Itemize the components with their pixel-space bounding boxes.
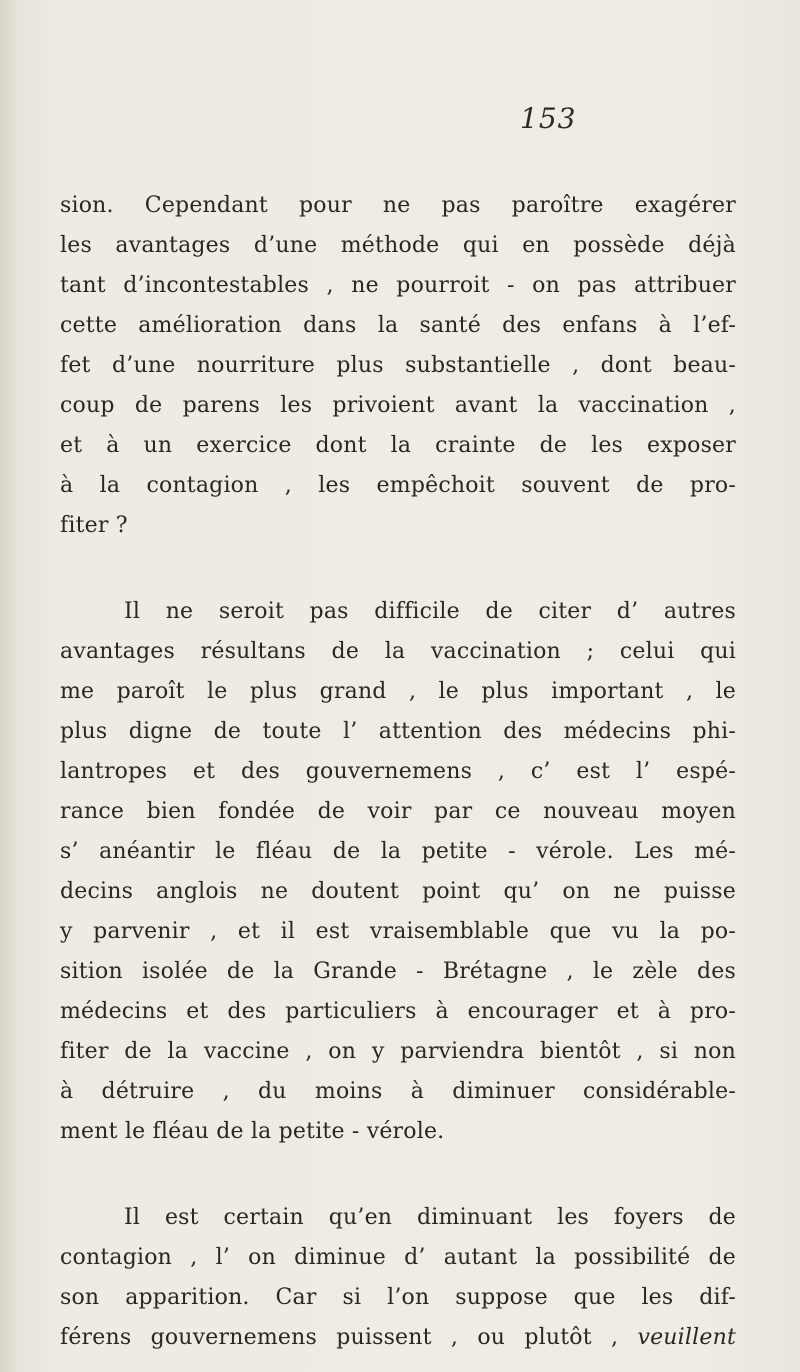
paragraph-gap xyxy=(60,1152,736,1198)
text-line: à la contagion , les empêchoit souvent de pro- xyxy=(60,473,736,498)
text-line: Il ne seroit pas difficile de citer d’ autres xyxy=(124,599,736,624)
paragraph-gap xyxy=(60,546,736,592)
italic-word: veuillent xyxy=(637,1325,736,1350)
text-line: plus digne de toute l’ attention des médecins phi- xyxy=(60,719,736,744)
text-line-content: férens gouvernemens puissent , ou plutôt , xyxy=(60,1325,619,1350)
text-line: contagion , l’ on diminue d’ autant la possibilité de xyxy=(60,1245,736,1270)
text-line: cette amélioration dans la santé des enfans à l’ef- xyxy=(60,313,736,338)
body-text xyxy=(60,186,736,1358)
text-line: fiter ? xyxy=(60,513,128,538)
text-line: coup de parens les privoient avant la vaccination , xyxy=(60,393,736,418)
text-line: Il est certain qu’en diminuant les foyers de xyxy=(124,1205,736,1230)
text-line final-line xyxy=(60,1318,736,1358)
text-line: et à un exercice dont la crainte de les exposer xyxy=(60,433,736,458)
text-line: tant d’incontestables , ne pourroit - on pas attribuer xyxy=(60,273,736,298)
paragraph-2 xyxy=(60,592,736,1152)
text-line: avantages résultans de la vaccination ; celui qui xyxy=(60,639,736,664)
text-line: à détruire , du moins à diminuer considérable- xyxy=(60,1079,736,1104)
text-line: y parvenir , et il est vraisemblable que vu la po- xyxy=(60,919,736,944)
text-line: lantropes et des gouvernemens , c’ est l’ espé- xyxy=(60,759,736,784)
text-line: me paroît le plus grand , le plus important , le xyxy=(60,679,736,704)
text-line: fet d’une nourriture plus substantielle , dont beau- xyxy=(60,353,736,378)
text-line: sion. Cependant pour ne pas paroître exagérer xyxy=(60,193,736,218)
text-line: les avantages d’une méthode qui en possède déjà xyxy=(60,233,736,258)
text-line: decins anglois ne doutent point qu’ on ne puisse xyxy=(60,879,736,904)
text-line: son apparition. Car si l’on suppose que les dif- xyxy=(60,1285,736,1310)
text-line: s’ anéantir le fléau de la petite - vérole. Les mé- xyxy=(60,839,736,864)
text-line: médecins et des particuliers à encourager et à pro- xyxy=(60,999,736,1024)
paragraph-3 xyxy=(60,1198,736,1358)
text-line: fiter de la vaccine , on y parviendra bientôt , si non xyxy=(60,1039,736,1064)
text-line: ment le fléau de la petite - vérole. xyxy=(60,1119,445,1144)
page-number: 153 xyxy=(520,102,577,135)
text-line: sition isolée de la Grande - Brétagne , le zèle des xyxy=(60,959,736,984)
text-line: rance bien fondée de voir par ce nouveau moyen xyxy=(60,799,736,824)
paragraph-1 xyxy=(60,186,736,546)
